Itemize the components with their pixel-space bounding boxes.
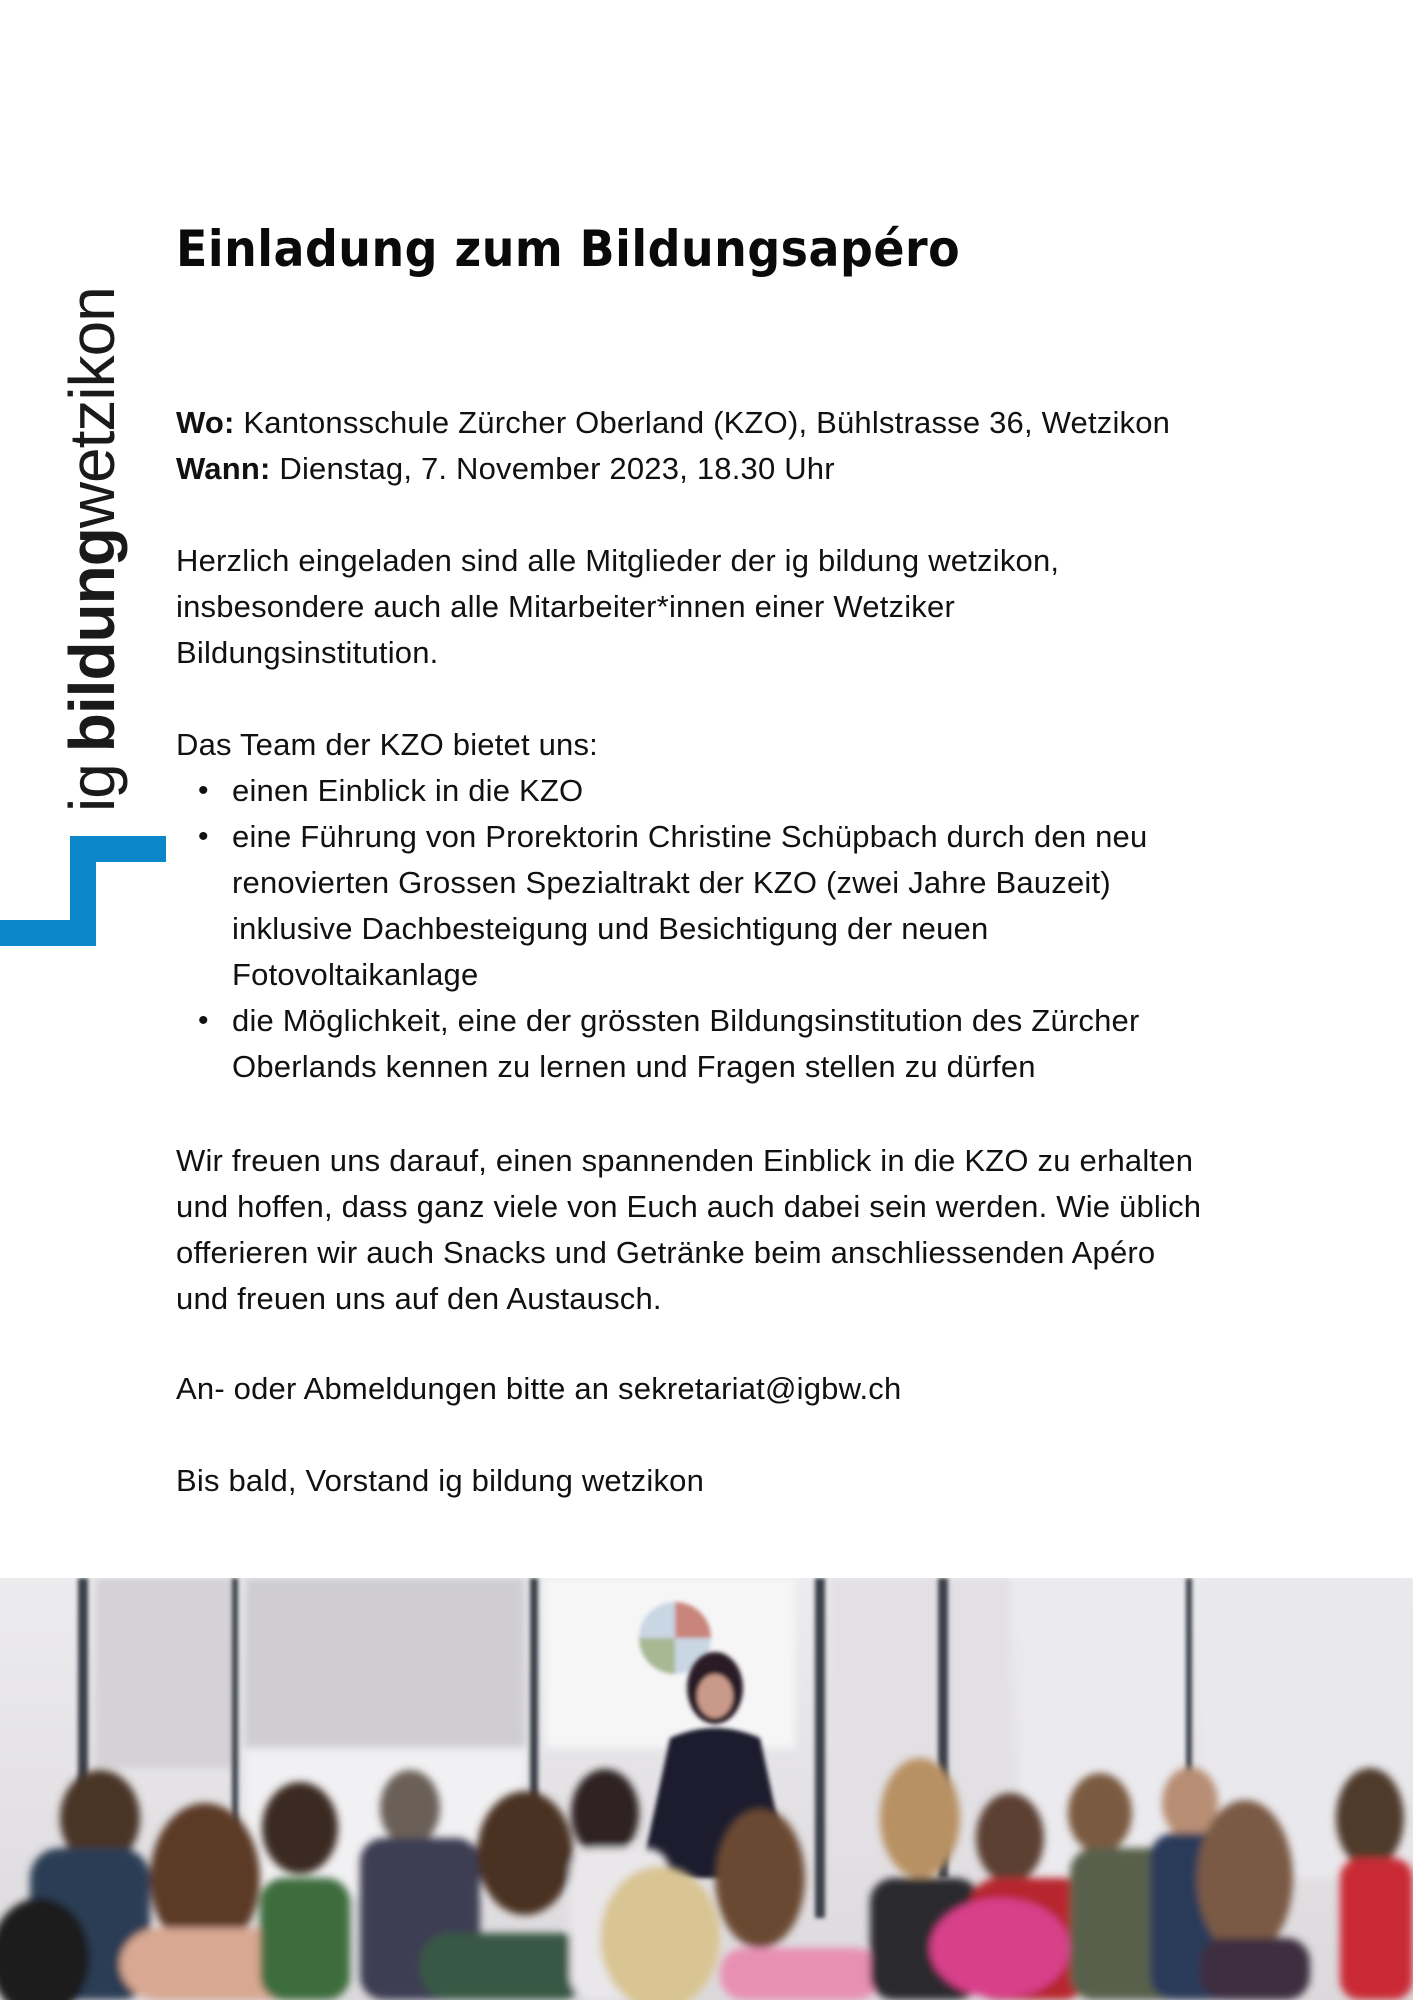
offer-item (176, 998, 1236, 1090)
event-location (176, 400, 1170, 446)
registration-email-link[interactable]: sekretariat@igbw.ch (618, 1371, 902, 1406)
closing-line: und freuen uns auf den Austausch. (176, 1281, 662, 1316)
logo-word-wetzikon: wetzikon (56, 287, 128, 529)
logo-word-bildung: bildung (56, 528, 128, 753)
invitation-line: Herzlich eingeladen sind alle Mitglieder der ig bildung wetzikon, (176, 543, 1060, 578)
location-value: Kantonsschule Zürcher Oberland (KZO), Bühlstrasse 36, Wetzikon (243, 405, 1171, 440)
closing-line: und hoffen, dass ganz viele von Euch auch dabei sein werden. Wie üblich (176, 1189, 1202, 1224)
offer-item-line: die Möglichkeit, eine der grössten Bildungsinstitution des Zürcher (232, 1003, 1140, 1038)
location-label: Wo: (176, 405, 235, 440)
offer-item-line: renovierten Grossen Spezialtrakt der KZO (zwei Jahre Bauzeit) (232, 865, 1111, 900)
ig-bildung-wetzikon-logo (0, 0, 180, 960)
closing-line: Wir freuen uns darauf, einen spannenden Einblick in die KZO zu erhalten (176, 1143, 1194, 1178)
page-title: Einladung zum Bildungsapéro (176, 220, 961, 278)
event-time (176, 446, 1170, 492)
time-label: Wann: (176, 451, 271, 486)
audience-photo (0, 1578, 1413, 2000)
logo-wordmark (56, 287, 128, 812)
invitation-line: insbesondere auch alle Mitarbeiter*innen einer Wetziker (176, 589, 955, 624)
bullet-icon: • (198, 1004, 209, 1037)
offer-item-line: eine Führung von Prorektorin Christine Schüpbach durch den neu (232, 819, 1148, 854)
offer-list (176, 768, 1236, 1090)
offer-section (176, 722, 1236, 1090)
offer-intro: Das Team der KZO bietet uns: (176, 727, 598, 762)
time-value: Dienstag, 7. November 2023, 18.30 Uhr (279, 451, 835, 486)
invitation-paragraph (176, 538, 1176, 676)
closing-paragraph (176, 1138, 1236, 1322)
bullet-icon: • (198, 820, 209, 853)
audience-photo-illustration (0, 1578, 1413, 2000)
invitation-content (176, 214, 1236, 1498)
invitation-line: Bildungsinstitution. (176, 635, 439, 670)
logo-step-icon (0, 836, 170, 948)
registration-note (176, 1366, 901, 1412)
logo-word-ig: ig (56, 764, 128, 812)
offer-item (176, 768, 1236, 814)
registration-text: An- oder Abmeldungen bitte an (176, 1371, 610, 1406)
offer-item-line: inklusive Dachbesteigung und Besichtigung der neuen (232, 911, 989, 946)
signoff: Bis bald, Vorstand ig bildung wetzikon (176, 1463, 705, 1498)
offer-item (176, 814, 1236, 998)
offer-item-line: Fotovoltaikanlage (232, 957, 479, 992)
closing-line: offerieren wir auch Snacks und Getränke beim anschliessenden Apéro (176, 1235, 1156, 1270)
event-details (176, 400, 1170, 492)
bullet-icon: • (198, 774, 209, 807)
offer-item-line: einen Einblick in die KZO (232, 773, 584, 808)
offer-item-line: Oberlands kennen zu lernen und Fragen stellen zu dürfen (232, 1049, 1036, 1084)
